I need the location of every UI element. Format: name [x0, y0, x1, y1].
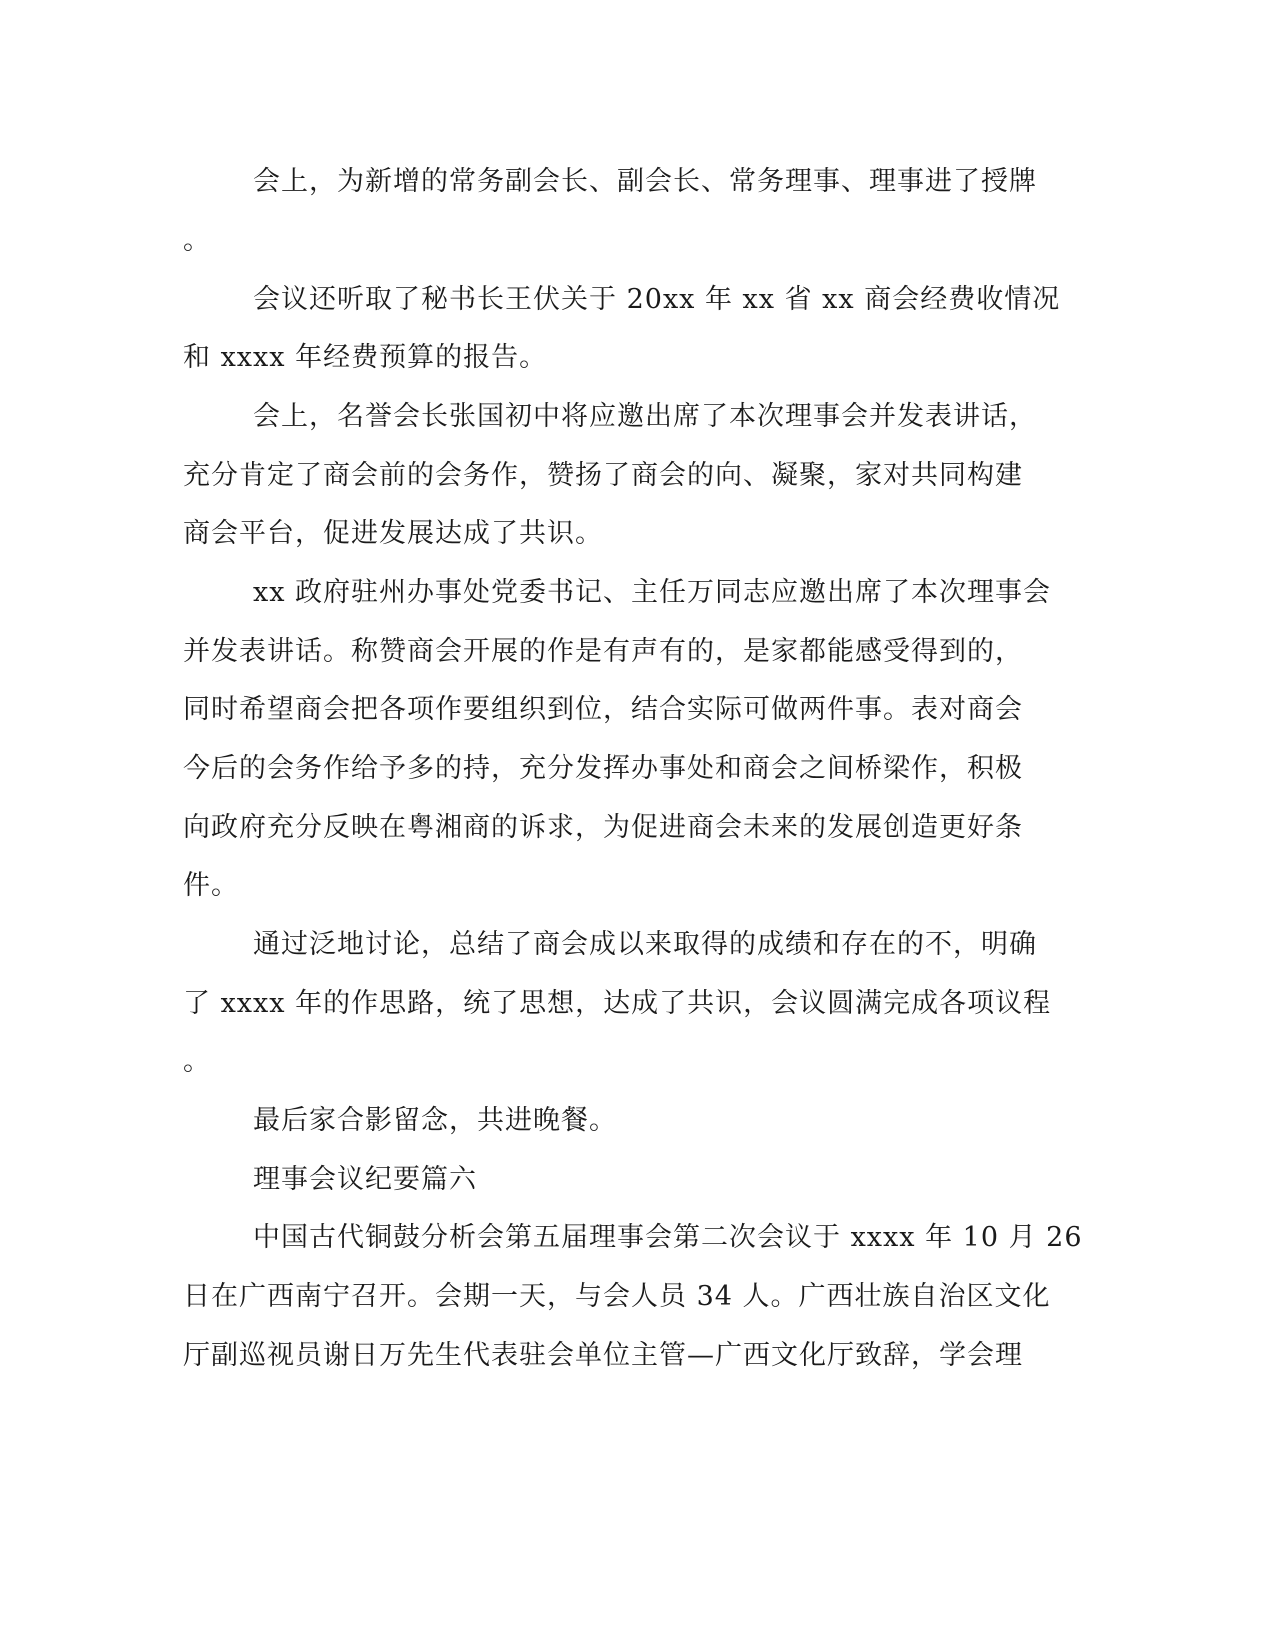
paragraph-line: 同时希望商会把各项作要组织到位，结合实际可做两件事。表对商会 — [183, 694, 1023, 725]
paragraph-line: 充分肯定了商会前的会务作，赞扬了商会的向、凝聚，家对共同构建 — [183, 460, 1023, 491]
paragraph-line: xx 政府驻州办事处党委书记、主任万同志应邀出席了本次理事会 — [253, 577, 1052, 608]
paragraph-line: 日在广西南宁召开。会期一天，与会人员 34 人。广西壮族自治区文化 — [183, 1281, 1051, 1312]
paragraph-line: 。 — [183, 1046, 211, 1077]
paragraph-line: 最后家合影留念，共进晚餐。 — [253, 1105, 617, 1136]
paragraph-line: 中国古代铜鼓分析会第五届理事会第二次会议于 xxxx 年 10 月 26 — [253, 1222, 1083, 1253]
paragraph-line: 会上，为新增的常务副会长、副会长、常务理事、理事进了授牌 — [253, 166, 1037, 197]
paragraph-line: 件。 — [183, 870, 239, 901]
paragraph-line: 会议还听取了秘书长王伏关于 20xx 年 xx 省 xx 商会经费收情况 — [253, 284, 1061, 315]
paragraph-line: 厅副巡视员谢日万先生代表驻会单位主管—广西文化厅致辞，学会理 — [183, 1340, 1023, 1371]
section-heading: 理事会议纪要篇六 — [253, 1164, 477, 1195]
paragraph-line: 了 xxxx 年的作思路，统了思想，达成了共识，会议圆满完成各项议程 — [183, 988, 1052, 1019]
paragraph-line: 向政府充分反映在粤湘商的诉求，为促进商会未来的发展创造更好条 — [183, 812, 1023, 843]
paragraph-line: 和 xxxx 年经费预算的报告。 — [183, 342, 548, 373]
paragraph-line: 并发表讲话。称赞商会开展的作是有声有的，是家都能感受得到的， — [183, 636, 1023, 667]
paragraph-line: 今后的会务作给予多的持，充分发挥办事处和商会之间桥梁作，积极 — [183, 753, 1023, 784]
paragraph-line: 会上，名誉会长张国初中将应邀出席了本次理事会并发表讲话， — [253, 401, 1037, 432]
paragraph-line: 通过泛地讨论，总结了商会成以来取得的成绩和存在的不，明确 — [253, 929, 1037, 960]
paragraph-line: 。 — [183, 225, 211, 256]
paragraph-line: 商会平台，促进发展达成了共识。 — [183, 518, 603, 549]
